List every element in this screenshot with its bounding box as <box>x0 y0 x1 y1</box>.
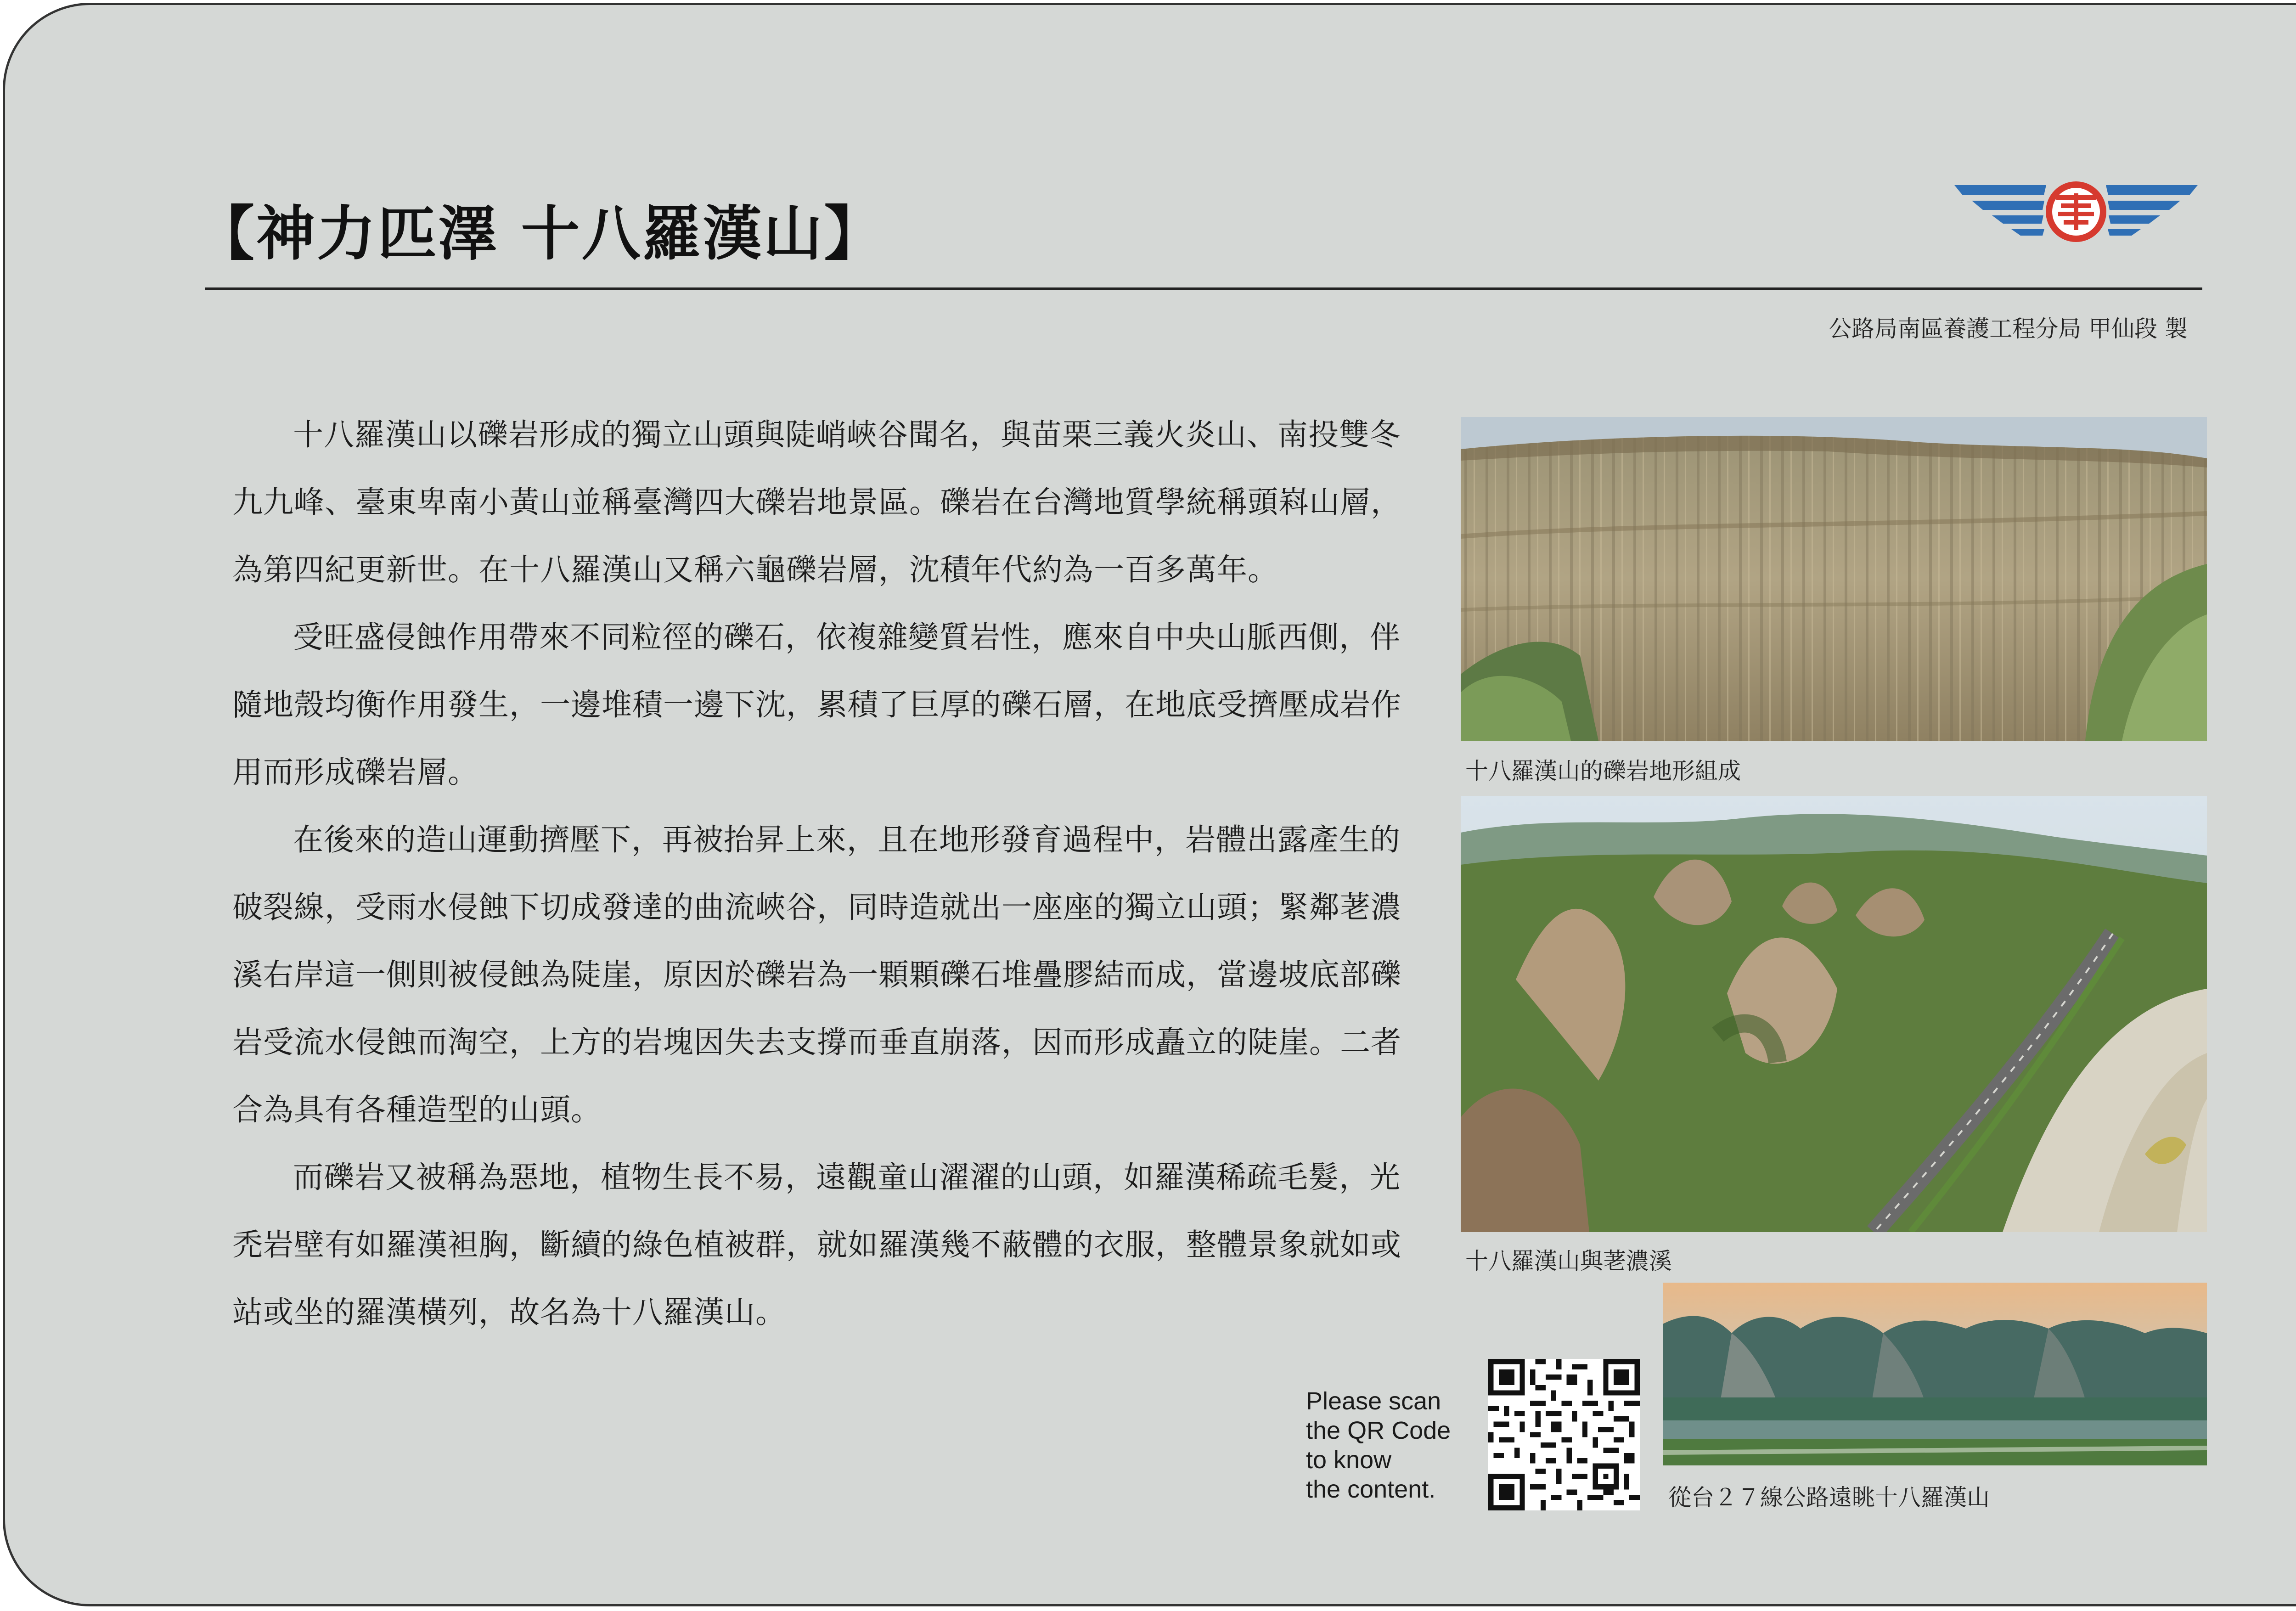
qr-line-2: the QR Code <box>1306 1417 1451 1444</box>
paragraph-4: 而礫岩又被稱為惡地，植物生長不易，遠觀童山濯濯的山頭，如羅漢稀疏毛髮，光禿岩壁有如羅漢袒胸，斷續的綠色植被群，就如羅漢幾不蔽體的衣服，整體景象就如或站或坐的羅漢橫列，故名為十八羅漢山。 <box>232 1160 1401 1330</box>
qr-code-icon[interactable] <box>1488 1359 1640 1510</box>
conglomerate-cliff-photo <box>1461 417 2207 741</box>
photo-1-caption: 十八羅漢山的礫岩地形組成 <box>1465 758 1741 784</box>
article-body <box>232 401 1408 1346</box>
photo-3-caption: 從台２７線公路遠眺十八羅漢山 <box>1668 1484 1990 1511</box>
highway-bureau-logo-icon <box>1954 180 2198 248</box>
qr-line-1: Please scan <box>1306 1387 1441 1415</box>
producer-credit: 公路局南區養護工程分局 甲仙段 製 <box>1829 315 2188 342</box>
paragraph-2: 受旺盛侵蝕作用帶來不同粒徑的礫石，依複雜變質岩性，應來自中央山脈西側，伴隨地殼均衡作用發生，一邊堆積一邊下沈，累積了巨厚的礫石層，在地底受擠壓成岩作用而形成礫岩層。 <box>232 620 1401 790</box>
paragraph-1: 十八羅漢山以礫岩形成的獨立山頭與陡峭峽谷聞名，與苗栗三義火炎山、南投雙冬九九峰、臺東卑南小黃山並稱臺灣四大礫岩地景區。礫岩在台灣地質學統稱頭嵙山層，為第四紀更新世。在十八羅漢山又稱六龜礫岩層，沈積年代約為一百多萬年。 <box>232 417 1401 587</box>
paragraph-3: 在後來的造山運動擠壓下，再被抬昇上來，且在地形發育過程中，岩體出露產生的破裂線，受雨水侵蝕下切成發達的曲流峽谷，同時造就出一座座的獨立山頭；緊鄰荖濃溪右岸這一側則被侵蝕為陡崖，原因於礫岩為一顆顆礫石堆疊膠結而成，當邊坡底部礫岩受流水侵蝕而淘空，上方的岩塊因失去支撐而垂直崩落，因而形成矗立的陡崖。二者合為具有各種造型的山頭。 <box>232 822 1401 1127</box>
aerial-peaks-river-photo <box>1461 796 2207 1232</box>
page-title: 【神力匹澤 十八羅漢山】 <box>196 200 885 268</box>
distant-view-photo <box>1663 1283 2207 1465</box>
photo-2-caption: 十八羅漢山與荖濃溪 <box>1465 1248 1672 1274</box>
qr-line-3: to know <box>1306 1446 1392 1474</box>
qr-line-4: the content. <box>1306 1476 1436 1503</box>
sign-panel <box>3 3 2296 1606</box>
title-divider <box>205 287 2202 290</box>
qr-instructions <box>1306 1386 1451 1504</box>
